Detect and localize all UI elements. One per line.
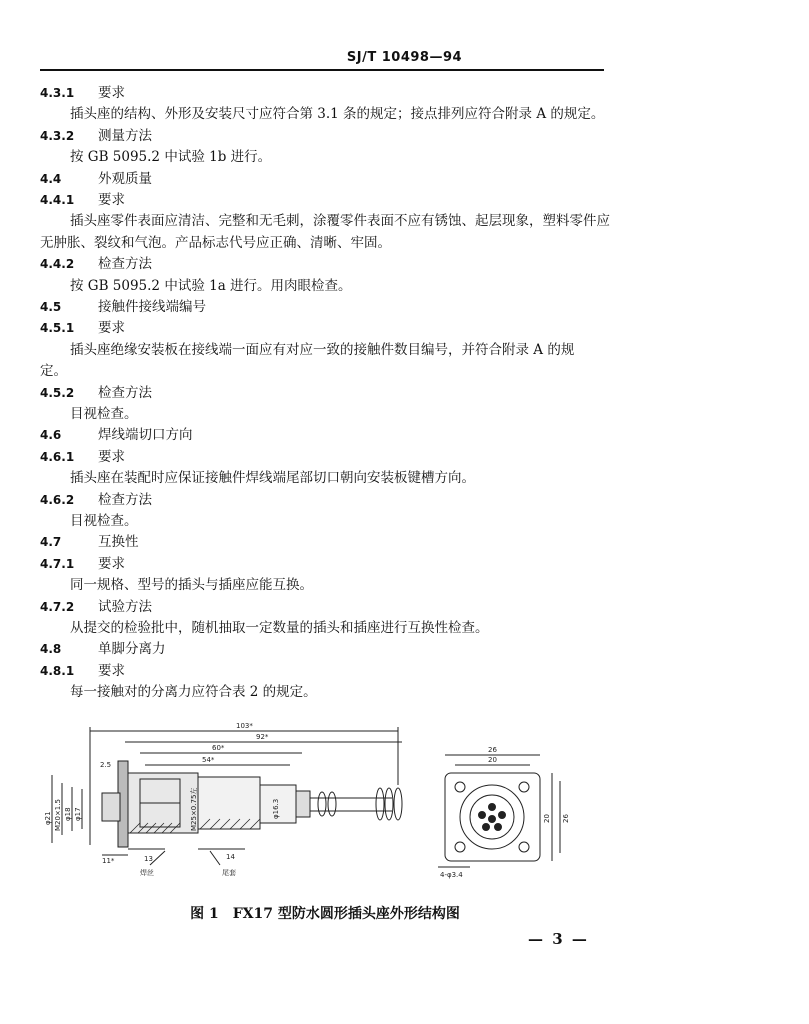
dim-103: 103* — [236, 722, 253, 730]
receptacle-end-view — [438, 755, 560, 867]
section-heading — [40, 598, 152, 616]
section-heading — [40, 298, 206, 316]
section-number: 4.7.1 — [40, 557, 75, 571]
section-heading — [40, 662, 125, 680]
dim-14: 14 — [226, 853, 235, 861]
section-heading — [40, 426, 193, 444]
section-heading — [40, 127, 152, 145]
section-number: 4.4.1 — [40, 193, 75, 207]
page-number: — 3 — — [528, 930, 589, 948]
paragraph: 插头座绝缘安装板在接线端一面应有对应一致的接触件数目编号，并符合附录 A 的规 — [70, 342, 575, 358]
paragraph: 插头座的结构、外形及安装尺寸应符合第 3.1 条的规定；接点排列应符合附录 A 的规定。 — [70, 106, 605, 122]
section-number: 4.3.2 — [40, 129, 75, 143]
section-number: 4.4.2 — [40, 257, 75, 271]
paragraph: 按 GB 5095.2 中试验 1a 进行。用肉眼检查。 — [70, 278, 352, 294]
section-title: 要求 — [98, 85, 125, 101]
section-number: 4.7 — [40, 535, 62, 549]
section-number: 4.5.2 — [40, 386, 75, 400]
label-tail: 尾套 — [222, 869, 236, 877]
section-heading — [40, 491, 152, 509]
dim-phi18: φ18 — [64, 807, 72, 821]
paragraph-continuation: 定。 — [40, 363, 67, 379]
dim-2-5: 2.5 — [100, 761, 112, 769]
dim-11: 11* — [102, 857, 115, 865]
dim-holes: 4-φ3.4 — [440, 871, 463, 879]
dim-w20: 20 — [488, 756, 497, 764]
dim-phi21: φ21 — [44, 811, 52, 825]
paragraph-continuation: 无肿胀、裂纹和气泡。产品标志代号应正确、清晰、牢固。 — [40, 235, 391, 251]
section-heading — [40, 170, 152, 188]
section-number: 4.8.1 — [40, 664, 75, 678]
section-title: 焊线端切口方向 — [98, 427, 193, 443]
dim-92: 92* — [256, 733, 269, 741]
section-title: 要求 — [98, 663, 125, 679]
dim-60: 60* — [212, 744, 225, 752]
section-title: 要求 — [98, 320, 125, 336]
section-title: 要求 — [98, 556, 125, 572]
section-number: 4.3.1 — [40, 86, 75, 100]
dim-h26: 26 — [562, 814, 570, 823]
dim-w26: 26 — [488, 746, 497, 754]
paragraph: 目视检查。 — [70, 406, 138, 422]
section-number: 4.6.2 — [40, 493, 75, 507]
connector-drawing — [40, 715, 600, 885]
section-title: 检查方法 — [98, 492, 152, 508]
section-heading — [40, 84, 125, 102]
dim-m20: M20×1.5 — [54, 799, 62, 831]
section-number: 4.7.2 — [40, 600, 75, 614]
header-rule — [40, 69, 604, 71]
section-number: 4.6 — [40, 428, 62, 442]
section-number: 4.6.1 — [40, 450, 75, 464]
section-title: 测量方法 — [98, 128, 152, 144]
paragraph: 目视检查。 — [70, 513, 138, 529]
section-title: 检查方法 — [98, 256, 152, 272]
standard-code: SJ/T 10498—94 — [346, 50, 463, 65]
section-title: 要求 — [98, 449, 125, 465]
dim-54: 54* — [202, 756, 215, 764]
paragraph: 插头座零件表面应清洁、完整和无毛刺，涂覆零件表面不应有锈蚀、起层现象，塑料零件应 — [70, 213, 610, 229]
section-number: 4.8 — [40, 642, 62, 656]
section-heading — [40, 191, 125, 209]
paragraph: 插头座在装配时应保证接触件焊线端尾部切口朝向安装板键槽方向。 — [70, 470, 475, 486]
section-title: 检查方法 — [98, 385, 152, 401]
paragraph: 同一规格、型号的插头与插座应能互换。 — [70, 577, 313, 593]
paragraph: 按 GB 5095.2 中试验 1b 进行。 — [70, 149, 272, 165]
section-title: 外观质量 — [98, 171, 152, 187]
section-heading — [40, 255, 152, 273]
section-heading — [40, 448, 125, 466]
dim-phi16: φ16.3 — [272, 798, 280, 819]
paragraph: 每一接触对的分离力应符合表 2 的规定。 — [70, 684, 317, 700]
dim-phi17: φ17 — [74, 807, 82, 821]
section-title: 接触件接线端编号 — [98, 299, 206, 315]
section-title: 单脚分离力 — [98, 641, 166, 657]
connector-figure — [40, 715, 600, 889]
section-title: 要求 — [98, 192, 125, 208]
section-title: 互换性 — [98, 534, 139, 550]
section-heading — [40, 384, 152, 402]
section-number: 4.5.1 — [40, 321, 75, 335]
section-heading — [40, 319, 125, 337]
dim-13: 13 — [144, 855, 153, 863]
label-nut: 焊丝 — [140, 869, 154, 877]
section-number: 4.5 — [40, 300, 62, 314]
spring-tail — [318, 788, 402, 820]
section-heading — [40, 555, 125, 573]
dim-h20: 20 — [543, 814, 551, 823]
section-heading — [40, 640, 166, 658]
dim-m25: M25×0.75左 — [190, 787, 198, 831]
section-number: 4.4 — [40, 172, 62, 186]
section-heading — [40, 533, 139, 551]
section-title: 试验方法 — [98, 599, 152, 615]
plug-body — [198, 777, 260, 829]
figure-caption: 图 1 FX17 型防水圆形插头座外形结构图 — [190, 906, 460, 922]
paragraph: 从提交的检验批中，随机抽取一定数量的插头和插座进行互换性检查。 — [70, 620, 489, 636]
